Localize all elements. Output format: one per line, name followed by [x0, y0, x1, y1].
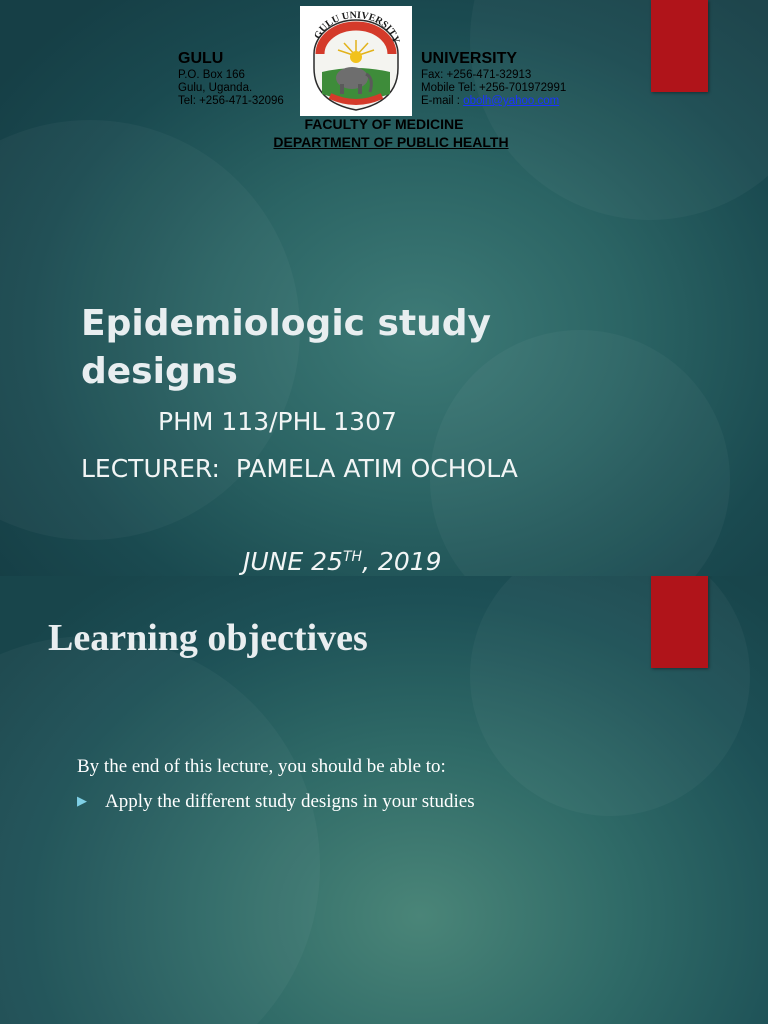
decorative-circle — [0, 636, 320, 1024]
red-accent-tab — [651, 576, 708, 668]
date-superscript: TH — [342, 549, 363, 565]
department-name: DEPARTMENT OF PUBLIC HEALTH — [273, 134, 509, 150]
mobile-line: Mobile Tel: +256-701972991 — [421, 82, 567, 94]
address-block — [178, 50, 284, 108]
phone-line: Tel: +256-471-32096 — [178, 95, 284, 107]
intro-text: By the end of this lecture, you should be able to: — [77, 756, 446, 777]
email-label: E-mail : — [421, 95, 464, 107]
university-seal-icon — [300, 6, 412, 116]
date-suffix: , 2019 — [362, 547, 442, 576]
university-logo — [300, 6, 412, 116]
decorative-circle — [470, 576, 750, 816]
university-name-right: UNIVERSITY — [421, 50, 518, 67]
course-code: PHM 113/PHL 1307 — [158, 407, 397, 436]
address-line: Gulu, Uganda. — [178, 82, 253, 94]
triangle-bullet-icon: ▶ — [77, 793, 87, 808]
slide-title: Epidemiologic study designs — [81, 303, 492, 392]
objectives-slide — [0, 576, 768, 1024]
email-link[interactable]: obolh@yahoo.com — [463, 95, 560, 107]
red-accent-tab — [651, 0, 708, 92]
date-prefix: JUNE 25 — [243, 547, 343, 576]
address-line: P.O. Box 166 — [178, 69, 245, 81]
bullet-text: Apply the different study designs in your studies — [105, 791, 475, 812]
letterhead — [178, 6, 590, 156]
lecture-date — [243, 547, 442, 576]
lecturer-line: LECTURER: PAMELA ATIM OCHOLA — [81, 454, 518, 483]
fax-line: Fax: +256-471-32913 — [421, 69, 532, 81]
logo-top-text: GULU UNIVERSITY — [312, 9, 402, 45]
contact-block — [421, 50, 566, 108]
university-name-left: GULU — [178, 50, 224, 67]
email-line — [421, 95, 566, 108]
faculty-name: FACULTY OF MEDICINE — [304, 116, 464, 132]
slide-title: Learning objectives — [48, 617, 368, 659]
list-item — [77, 791, 475, 813]
